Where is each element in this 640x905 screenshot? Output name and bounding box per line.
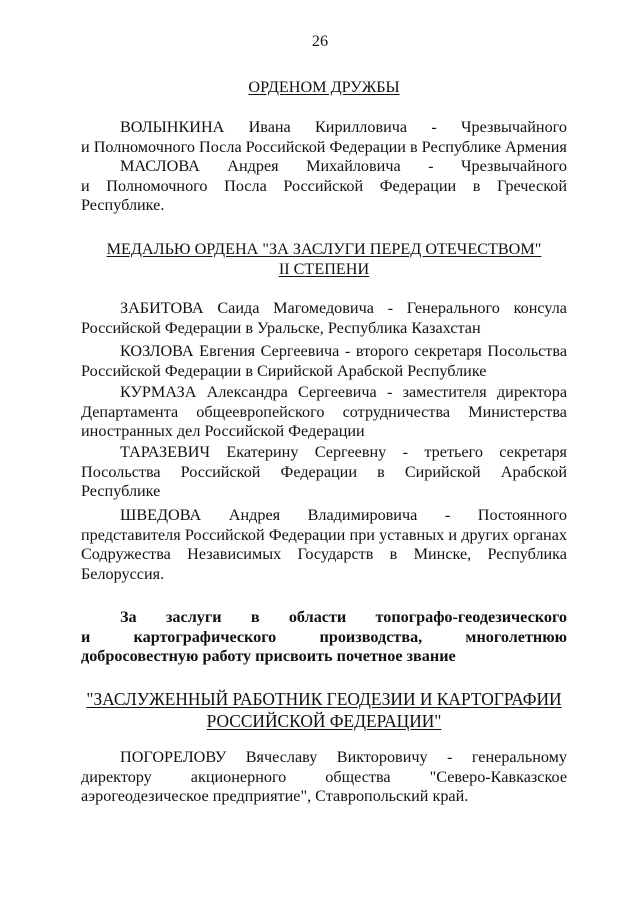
entry-line: Содружества Независимых Государств в Минске, Республика xyxy=(81,545,567,563)
award-entry xyxy=(81,299,567,338)
intro-line: За заслуги в области топографо-геодезического xyxy=(120,608,567,626)
award-entry xyxy=(81,383,567,442)
entry-line: Республике xyxy=(81,482,161,500)
intro-line: и картографического производства, многолетнюю xyxy=(81,627,567,646)
entry-paragraph xyxy=(81,443,567,502)
entry-line: ПОГОРЕЛОВУ Вячеславу Викторовичу - генеральному xyxy=(120,748,567,766)
entry-paragraph xyxy=(81,157,567,216)
entry-line: ТАРАЗЕВИЧ Екатерину Сергеевну - третьего секретаря xyxy=(120,443,567,461)
entry-line: и Полномочного Посла Российской Федерации в Греческой xyxy=(81,176,567,195)
entry-line: Российской Федерации в Сирийской Арабской Республике xyxy=(81,361,487,380)
entry-line: ВОЛЫНКИНА Ивана Кирилловича - Чрезвычайного xyxy=(120,118,567,136)
award-entry xyxy=(81,342,567,381)
entry-line: Российской Федерации в Уральске, Республика Казахстан xyxy=(81,318,481,337)
entry-line: ШВЕДОВА Андрея Владимировича - Постоянного xyxy=(120,506,567,524)
entry-line: Белоруссия. xyxy=(81,564,165,583)
entry-paragraph xyxy=(81,506,567,584)
heading-text-line1: "ЗАСЛУЖЕННЫЙ РАБОТНИК ГЕОДЕЗИИ И КАРТОГРАФИИ xyxy=(86,689,562,709)
entry-line: Республике. xyxy=(81,196,165,214)
entry-paragraph xyxy=(81,748,567,807)
honorary-title-intro xyxy=(81,608,567,667)
entry-line: ЗАБИТОВА Саида Магомедовича - Генерального консула xyxy=(120,299,567,317)
entry-paragraph xyxy=(81,383,567,442)
heading-text: ОРДЕНОМ ДРУЖБЫ xyxy=(248,78,400,96)
entry-line: МАСЛОВА Андрея Михайловича - Чрезвычайного xyxy=(120,157,567,175)
heading-text-line1: МЕДАЛЬЮ ОРДЕНА "ЗА ЗАСЛУГИ ПЕРЕД ОТЕЧЕСТВОМ" xyxy=(106,240,542,258)
award-entry xyxy=(81,118,567,157)
section-heading-order-of-friendship xyxy=(81,78,567,98)
entry-line: иностранных дел Российской Федерации xyxy=(81,422,365,440)
entry-line: аэрогеодезическое предприятие", Ставропольский край. xyxy=(81,787,469,805)
section-heading-honorary-title xyxy=(81,688,567,732)
entry-line: и Полномочного Посла Российской Федерации в Республике Армения xyxy=(81,137,567,156)
award-entry xyxy=(81,748,567,807)
entry-line: КУРМАЗА Александра Сергеевича - заместителя директора xyxy=(120,383,567,401)
heading-text-line2: II СТЕПЕНИ xyxy=(278,259,370,278)
entry-paragraph xyxy=(81,299,567,338)
award-entry xyxy=(81,506,567,584)
award-entry xyxy=(81,157,567,216)
intro-paragraph xyxy=(81,608,567,667)
page-number: 26 xyxy=(311,32,329,50)
entry-line: директору акционерного общества "Северо-Кавказское xyxy=(81,767,567,786)
entry-line: Посольства Российской Федерации в Сирийской Арабской xyxy=(81,462,567,481)
heading-text-line2: РОССИЙСКОЙ ФЕДЕРАЦИИ" xyxy=(206,711,442,731)
entry-paragraph xyxy=(81,342,567,381)
entry-line: Департамента общеевропейского сотрудничества Министерства xyxy=(81,402,567,421)
entry-line: КОЗЛОВА Евгения Сергеевича - второго секретаря Посольства xyxy=(120,342,567,360)
entry-paragraph xyxy=(81,118,567,157)
award-entry xyxy=(81,443,567,502)
section-heading-medal xyxy=(81,240,567,279)
intro-line: добросовестную работу присвоить почетное звание xyxy=(81,647,456,665)
entry-line: представителя Российской Федерации при уставных и других органах xyxy=(81,525,567,544)
